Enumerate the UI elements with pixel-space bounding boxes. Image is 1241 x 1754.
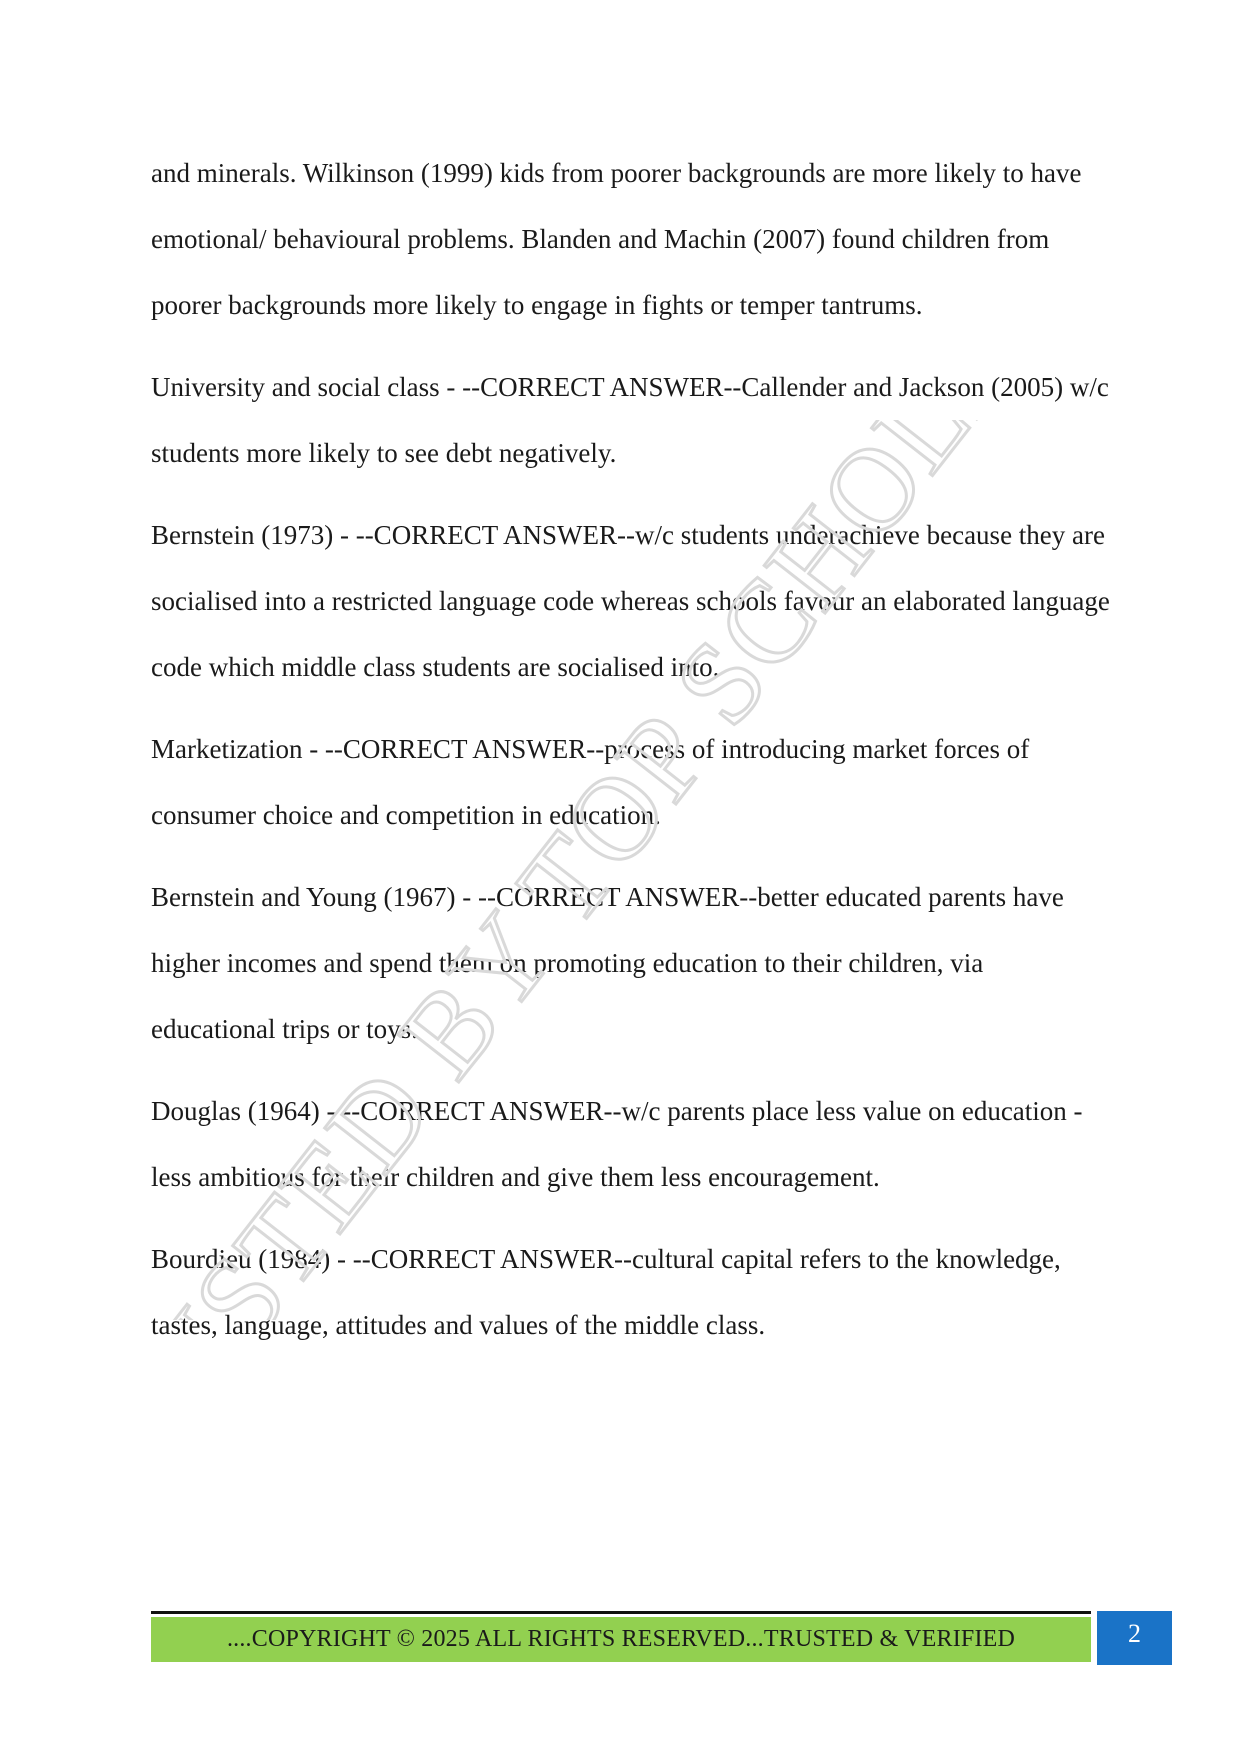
paragraph-marketization: Marketization - --CORRECT ANSWER--process of introducing market forces of consumer choice and competition in education. [151, 734, 1030, 830]
footer-copyright-text: ....COPYRIGHT © 2025 ALL RIGHTS RESERVED...TRUSTED & VERIFIED [226, 1626, 1016, 1652]
watermark-text: TRUSTED BY TOP SCHOLARS [130, 420, 1050, 1320]
paragraph-bernstein-young-1967: Bernstein and Young (1967) - --CORRECT ANSWER--better educated parents have higher incomes and spend them on promoting education to their children, via educational trips or toys. [151, 882, 1064, 1044]
page-number: 2 [1128, 1619, 1141, 1648]
paragraph-university-social-class: University and social class - --CORRECT ANSWER--Callender and Jackson (2005) w/c students more likely to see debt negatively. [151, 372, 1109, 468]
footer-divider [151, 1611, 1091, 1614]
page-number-badge [1097, 1611, 1172, 1665]
paragraph-bourdieu-1984: Bourdieu (1984) - --CORRECT ANSWER--cultural capital refers to the knowledge, tastes, language, attitudes and values of the middle class. [151, 1244, 1061, 1340]
document-body [151, 140, 1111, 1374]
footer-copyright-bar [151, 1617, 1091, 1662]
paragraph-douglas-1964: Douglas (1964) - --CORRECT ANSWER--w/c parents place less value on education - less ambitious for their children and give them less encouragement. [151, 1096, 1083, 1192]
paragraph-nutrition-continuation: and minerals. Wilkinson (1999) kids from poorer backgrounds are more likely to have emotional/ behavioural problems. Blanden and Machin (2007) found children from poorer backgrounds more likely to engage in fights or temper tantrums. [151, 158, 1082, 320]
paragraph-bernstein-1973: Bernstein (1973) - --CORRECT ANSWER--w/c students underachieve because they are socialised into a restricted language code whereas schools favour an elaborated language code which middle class students are socialised into. [151, 520, 1110, 682]
